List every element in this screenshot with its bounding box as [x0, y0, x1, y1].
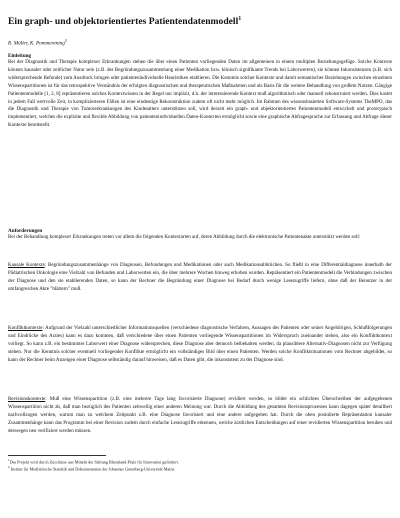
paper-title: Ein graph- und objektorientiertes Patientendatenmodell$^1$ — [8, 16, 242, 28]
author-line: R. Müller, K. Pommerening$^2$ — [8, 38, 67, 47]
konfliktkontexte-paragraph: Konfliktkontexte: Aufgrund der Vielzahl unterschiedlicher Informationsquellen (verschiedene diagnostische Verfahren, Aussagen des Patienten oder seiner Angehörigen, Schlußfolgerungen und Eindrücke des Arztes) kann es dazu kommen, daß verschiedene über einen Patienten vorliegende Wissenspartitionen im Widerspruch zueinander stehen, also ein Konfliktkontext vorliegt. So kann z.B. ein bestimmter Laborwert einer Diagnose widersprechen, diese Diagnose aber dennoch beibehalten werden, da plausiblere Alternativ-Diagnosen nicht zur Verfügung stehen. Nur die Kenntnis solcher eventuell vorliegender Konflikte ermöglicht ein vollständiges Bild über einen Patienten. Werden solche Konfliktsituationen vom Rechner abgebildet, so kann der Rechner beim Anzeigen einer Diagnose selbständig darauf hinweisen, daß es Daten gibt, die inkonsistent zu der Diagnose sind. — [8, 325, 392, 363]
requirements-intro: Bei der Behandlung komplexer Erkrankungen treten vor allem die folgenden Kontextarten auf, deren Abbildung durch die elektronische Patientenakte unterstützt werden soll: — [8, 234, 361, 240]
footnote-1: $^1$Das Projekt wird durch Zuschüsse aus Mitteln der Stiftung Rheinland-Pfalz für Innovation gefördert. — [8, 458, 179, 465]
intro-paragraph: Bei der Diagnostik und Therapie komplexer Erkrankungen stehen die über einen Patienten vorliegenden Daten im allgemeinen in einem multiplen Beziehungsgefüge. Solche Kontexte können kausaler oder zeitlicher Natur sein (z.B. der Begründungszusammenhang einer Medikation bzw. klinisch signifikante Trends bei Laborwerten), sie können Inkonsistenzen (z.B. sich widersprechende Befunde) zum Ausdruck bringen oder patientenindividuelle Heuristiken etablieren. Die Kenntnis solcher Kontexte und damit semantischer Beziehungen zwischen einzelnen Wissenspartitionen ist für das retrospektive Verständnis der erfolgten diagnostischen und therapeutischen Maßnahmen und als Basis für die weitere Behandlung von großem Nutzen. Gängige Patientenmodelle [1, 2, 8] repräsentieren solches Kontextwissen in der Regel nur implizit, d.h. der interessierende Kontext muß algorithmisch oder manuell rekonstruiert werden. Dies kostet in jedem Fall wertvolle Zeit, in komplizierteren Fällen ist eine eindeutige Rekonstruktion zudem oft nicht mehr möglich. Im Rahmen des wissensbasierten Software-Systems TheMPO, das die Diagnostik und Therapie von Tumorerkrankungen des Kindesalters unterstützen soll, wird derzeit ein graph- und objektorientiertes Patientenmodell entwickelt und prototypisch implementiert, welches die explizite und flexible Abbildung von patientenindividuellen Daten-Kontexten ermöglicht sowie eine graphische Abfragesprache zur Erfassung und Abfrage dieser Kontexte bereitstellt. — [8, 59, 392, 129]
footnote-2: $^2$ Institut für Medizinische Statistik und Dokumentation der Johannes Gutenberg-Universität Mainz — [8, 465, 175, 472]
term-konfliktkontexte: Konfliktkontexte — [8, 325, 43, 331]
revisionskontexte-paragraph: Revisionskontexte: Muß eine Wissenspartition (z.B. eine mehrere Tage lang favorisierte Diagnose) revidiert werden, so bildet ein schlichtes Überschreiben der aufgegebenen Wissenspartition nicht ab, daß man bezüglich des Patienten zeitweilig einer anderen Meinung war. Durch die Abbildung des gesamten Revisionsprozesses kann dagegen später detailliert nachvollzogen werden, warum man zu welchem Zeitpunkt z.B. eine Diagnose favorisiert und eine andere aufgegeben hat. Durch die oben postulierte Repräsentation kausaler Zusammenhänge kann das Programm bei einer Revision zudem durch einfache Lesezugriffe erkennen, welche ärztlichen Entscheidungen auf einer revidierten Wissenspartition beruhen und deswegen neu verifiziert werden müssen. — [8, 396, 392, 434]
kausale-kontexte-paragraph: Kausale Kontexte: Begründungszusammenhänge von Diagnosen, Befundungen und Medikationen oder auch Medikationsabbrüchen. So fließt in eine Differentialdiagnose innerhalb der Pädiatrischen Onkologie eine Vielzahl von Befunden und Laborwerten ein, die über mehrere Wochen hinweg erhoben wurden. Repräsentiert ein Patientenmodell die Verbindungen zwischen der Diagnose und den sie etablierenden Daten, so kann der Rechner die Begründung einer Diagnose bei Bedarf durch wenige Lesezugriffe liefern, ohne daß der Benutzer in der umfangreichen Akte "blättern" muß. — [8, 262, 392, 292]
heading-anforderungen: Anforderungen — [8, 228, 43, 234]
term-kausale-kontexte: Kausale Kontexte — [8, 262, 45, 268]
term-revisionskontexte: Revisionskontexte — [8, 396, 46, 402]
title-footnote-mark: 1 — [238, 16, 242, 22]
author-footnote-mark: 2 — [64, 38, 67, 43]
footnote-separator — [8, 455, 106, 456]
heading-einleitung: Einleitung — [8, 53, 32, 59]
